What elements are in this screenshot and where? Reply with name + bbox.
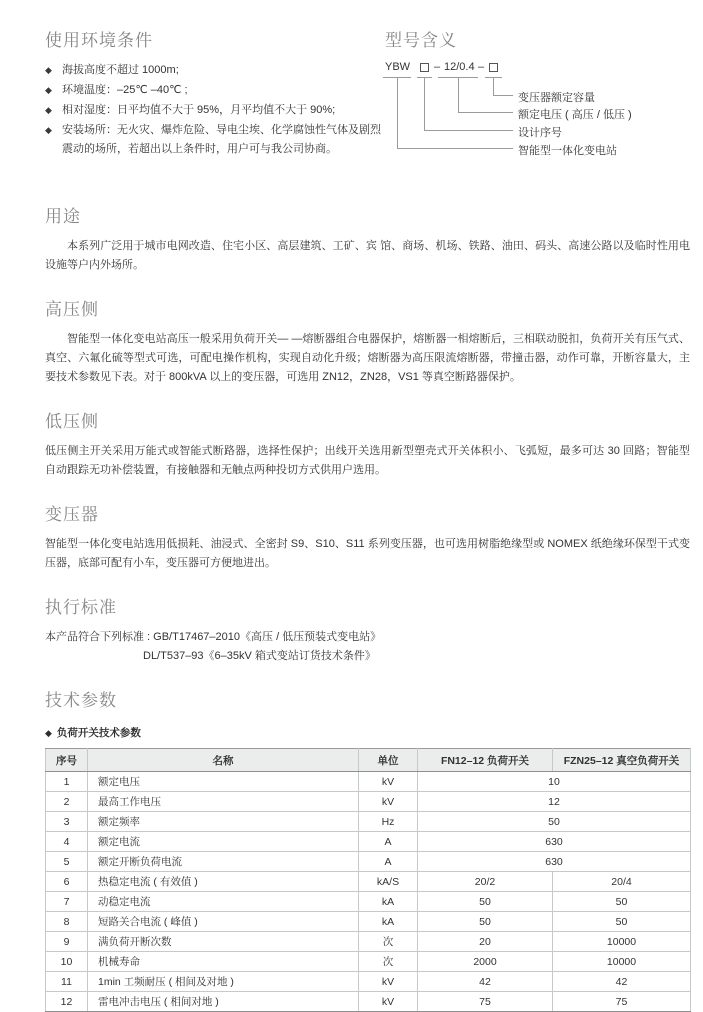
- cell-name: 机械寿命: [88, 952, 359, 972]
- model-designation-section: [385, 26, 690, 182]
- top-section: [45, 26, 690, 182]
- environment-conditions-list: [45, 61, 385, 159]
- table-row: [46, 892, 691, 912]
- environment-conditions-title: 使用环境条件: [45, 31, 153, 50]
- cell-no: 11: [46, 972, 88, 992]
- cell-value-fzn25: 20/4: [553, 872, 691, 892]
- cell-unit: Hz: [359, 812, 418, 832]
- cell-value-fzn25: 50: [553, 892, 691, 912]
- cell-no: 7: [46, 892, 88, 912]
- standard-line-1: 本产品符合下列标准 : GB/T17467–2010《高压 / 低压预装式变电站》: [45, 631, 382, 643]
- cell-no: 2: [46, 792, 88, 812]
- cell-value-fzn25: 10000: [553, 952, 691, 972]
- table-row: [46, 872, 691, 892]
- col-header-fzn25: FZN25–12 真空负荷开关: [553, 749, 691, 772]
- cell-value-fn12: 20: [418, 932, 553, 952]
- table-header: [46, 749, 691, 772]
- cell-value-fn12: 75: [418, 992, 553, 1012]
- standards-section: [45, 593, 690, 666]
- cell-unit: A: [359, 852, 418, 872]
- diamond-bullet-icon: ◆: [45, 85, 52, 95]
- cell-name: 短路关合电流 ( 峰值 ): [88, 912, 359, 932]
- lv-side-section: [45, 407, 690, 480]
- model-designation-diagram: [385, 61, 690, 165]
- list-item: [45, 61, 385, 80]
- table-row: [46, 772, 691, 792]
- cell-no: 5: [46, 852, 88, 872]
- cell-name: 最高工作电压: [88, 792, 359, 812]
- env-bullet-text: 安装场所：无火灾、爆炸危险、导电尘埃、化学腐蚀性气体及剧烈震动的场所，若超出以上条件时，用户可与我公司协商。: [62, 124, 381, 155]
- table-row: [46, 852, 691, 872]
- cell-no: 4: [46, 832, 88, 852]
- diamond-bullet-icon: ◆: [45, 728, 52, 738]
- model-designation-title: 型号含义: [385, 31, 457, 50]
- cell-name: 额定开断负荷电流: [88, 852, 359, 872]
- cell-name: 热稳定电流 ( 有效值 ): [88, 872, 359, 892]
- cell-no: 6: [46, 872, 88, 892]
- cell-unit: kV: [359, 992, 418, 1012]
- cell-value-merged: 630: [418, 832, 691, 852]
- table-row: [46, 792, 691, 812]
- voltage-ratio-text: 12/0.4: [444, 61, 475, 73]
- cell-value-fzn25: 10000: [553, 932, 691, 952]
- cell-value-merged: 10: [418, 772, 691, 792]
- col-header-no: 序号: [46, 749, 88, 772]
- cell-unit: kV: [359, 792, 418, 812]
- cell-value-fzn25: 42: [553, 972, 691, 992]
- cell-value-fzn25: 50: [553, 912, 691, 932]
- cell-unit: kA: [359, 892, 418, 912]
- environment-conditions-section: [45, 26, 385, 182]
- cell-unit: kA/S: [359, 872, 418, 892]
- standards-title: 执行标准: [45, 598, 117, 617]
- col-header-unit: 单位: [359, 749, 418, 772]
- switch-params-subtitle: [45, 725, 690, 740]
- usage-text: 本系列广泛用于城市电网改造、住宅小区、高层建筑、工矿、宾 馆、商场、机场、铁路、油田、码头、高速公路以及临时性用电设施等户内外场所。: [45, 240, 690, 271]
- standard-line-2: DL/T537–93《6–35kV 箱式变站订货技术条件》: [143, 650, 376, 662]
- usage-section: [45, 202, 690, 275]
- lv-side-title: 低压侧: [45, 412, 99, 431]
- tech-params-title: 技术参数: [45, 691, 117, 710]
- col-header-fn12: FN12–12 负荷开关: [418, 749, 553, 772]
- table-row: [46, 952, 691, 972]
- table-row: [46, 932, 691, 952]
- dash-separator: –: [478, 61, 485, 73]
- model-label-capacity: 变压器额定容量: [518, 92, 595, 104]
- cell-name: 额定电压: [88, 772, 359, 792]
- env-bullet-text: 相对湿度：日平均值不大于 95%，月平均值不大于 90%;: [62, 104, 336, 116]
- cell-no: 10: [46, 952, 88, 972]
- list-item: [45, 121, 385, 159]
- load-switch-params-table: [45, 748, 691, 1012]
- col-header-name: 名称: [88, 749, 359, 772]
- connector-line: [397, 78, 513, 149]
- cell-name: 雷电冲击电压 ( 相间对地 ): [88, 992, 359, 1012]
- placeholder-box-icon: [420, 63, 429, 72]
- switch-params-subtitle-text: 负荷开关技术参数: [56, 727, 141, 739]
- hv-side-text: 智能型一体化变电站高压一般采用负荷开关— —熔断器组合电器保护，熔断器一相熔断后，三相联动脱扣，负荷开关有压气式、真空、六氟化硫等型式可选，可配电操作机构，实现自动化升级；熔断器为高压限流熔断器，带撞击器，动作可靠，开断容量大，主要技术参数见下表。对于 800kVA 以上的变压器，可选用 ZN12，ZN28，VS1 等真空断路器保护。: [45, 333, 690, 383]
- cell-value-fn12: 50: [418, 912, 553, 932]
- diamond-bullet-icon: ◆: [45, 105, 52, 115]
- placeholder-box-icon: [489, 63, 498, 72]
- dash-separator: –: [434, 61, 441, 73]
- cell-no: 9: [46, 932, 88, 952]
- cell-name: 额定频率: [88, 812, 359, 832]
- cell-no: 12: [46, 992, 88, 1012]
- cell-value-merged: 630: [418, 852, 691, 872]
- cell-value-merged: 50: [418, 812, 691, 832]
- cell-no: 3: [46, 812, 88, 832]
- lv-side-text: 低压侧主开关采用万能式或智能式断路器，选择性保护；出线开关选用新型塑壳式开关体积小、飞弧短，最多可达 30 回路；智能型自动跟踪无功补偿装置，有接触器和无触点两种投切方式供用户选用。: [45, 445, 690, 476]
- model-label-design-no: 设计序号: [518, 127, 562, 139]
- cell-value-fn12: 20/2: [418, 872, 553, 892]
- cell-value-fzn25: 75: [553, 992, 691, 1012]
- list-item: [45, 101, 385, 120]
- cell-unit: kA: [359, 912, 418, 932]
- usage-title: 用途: [45, 207, 81, 226]
- model-label-voltage: 额定电压 ( 高压 / 低压 ): [518, 109, 632, 121]
- table-row: [46, 992, 691, 1012]
- model-label-station: 智能型一体化变电站: [518, 145, 617, 157]
- list-item: [45, 81, 385, 100]
- cell-unit: A: [359, 832, 418, 852]
- cell-unit: 次: [359, 932, 418, 952]
- cell-name: 1min 工频耐压 ( 相间及对地 ): [88, 972, 359, 992]
- diamond-bullet-icon: ◆: [45, 65, 52, 75]
- env-bullet-text: 环境温度：–25℃ –40℃ ;: [62, 84, 188, 96]
- cell-value-merged: 12: [418, 792, 691, 812]
- hv-side-section: [45, 295, 690, 387]
- standards-text: [45, 628, 690, 666]
- transformer-title: 变压器: [45, 505, 99, 524]
- transformer-text: 智能型一体化变电站选用低损耗、油浸式、全密封 S9、S10、S11 系列变压器，也可选用树脂绝缘型或 NOMEX 纸绝缘环保型干式变压器，底部可配有小车，变压器可方便地进出。: [45, 538, 690, 569]
- diamond-bullet-icon: ◆: [45, 125, 52, 135]
- cell-name: 额定电流: [88, 832, 359, 852]
- table-row: [46, 832, 691, 852]
- cell-no: 8: [46, 912, 88, 932]
- hv-side-title: 高压侧: [45, 300, 99, 319]
- cell-unit: kV: [359, 972, 418, 992]
- table-row: [46, 912, 691, 932]
- cell-unit: kV: [359, 772, 418, 792]
- cell-value-fn12: 50: [418, 892, 553, 912]
- cell-value-fn12: 42: [418, 972, 553, 992]
- table-row: [46, 812, 691, 832]
- transformer-section: [45, 500, 690, 573]
- cell-name: 满负荷开断次数: [88, 932, 359, 952]
- cell-name: 动稳定电流: [88, 892, 359, 912]
- cell-unit: 次: [359, 952, 418, 972]
- env-bullet-text: 海拔高度不超过 1000m;: [62, 64, 179, 76]
- tech-params-section: [45, 686, 690, 1012]
- cell-no: 1: [46, 772, 88, 792]
- table-row: [46, 972, 691, 992]
- model-code-text: YBW: [385, 61, 411, 73]
- cell-value-fn12: 2000: [418, 952, 553, 972]
